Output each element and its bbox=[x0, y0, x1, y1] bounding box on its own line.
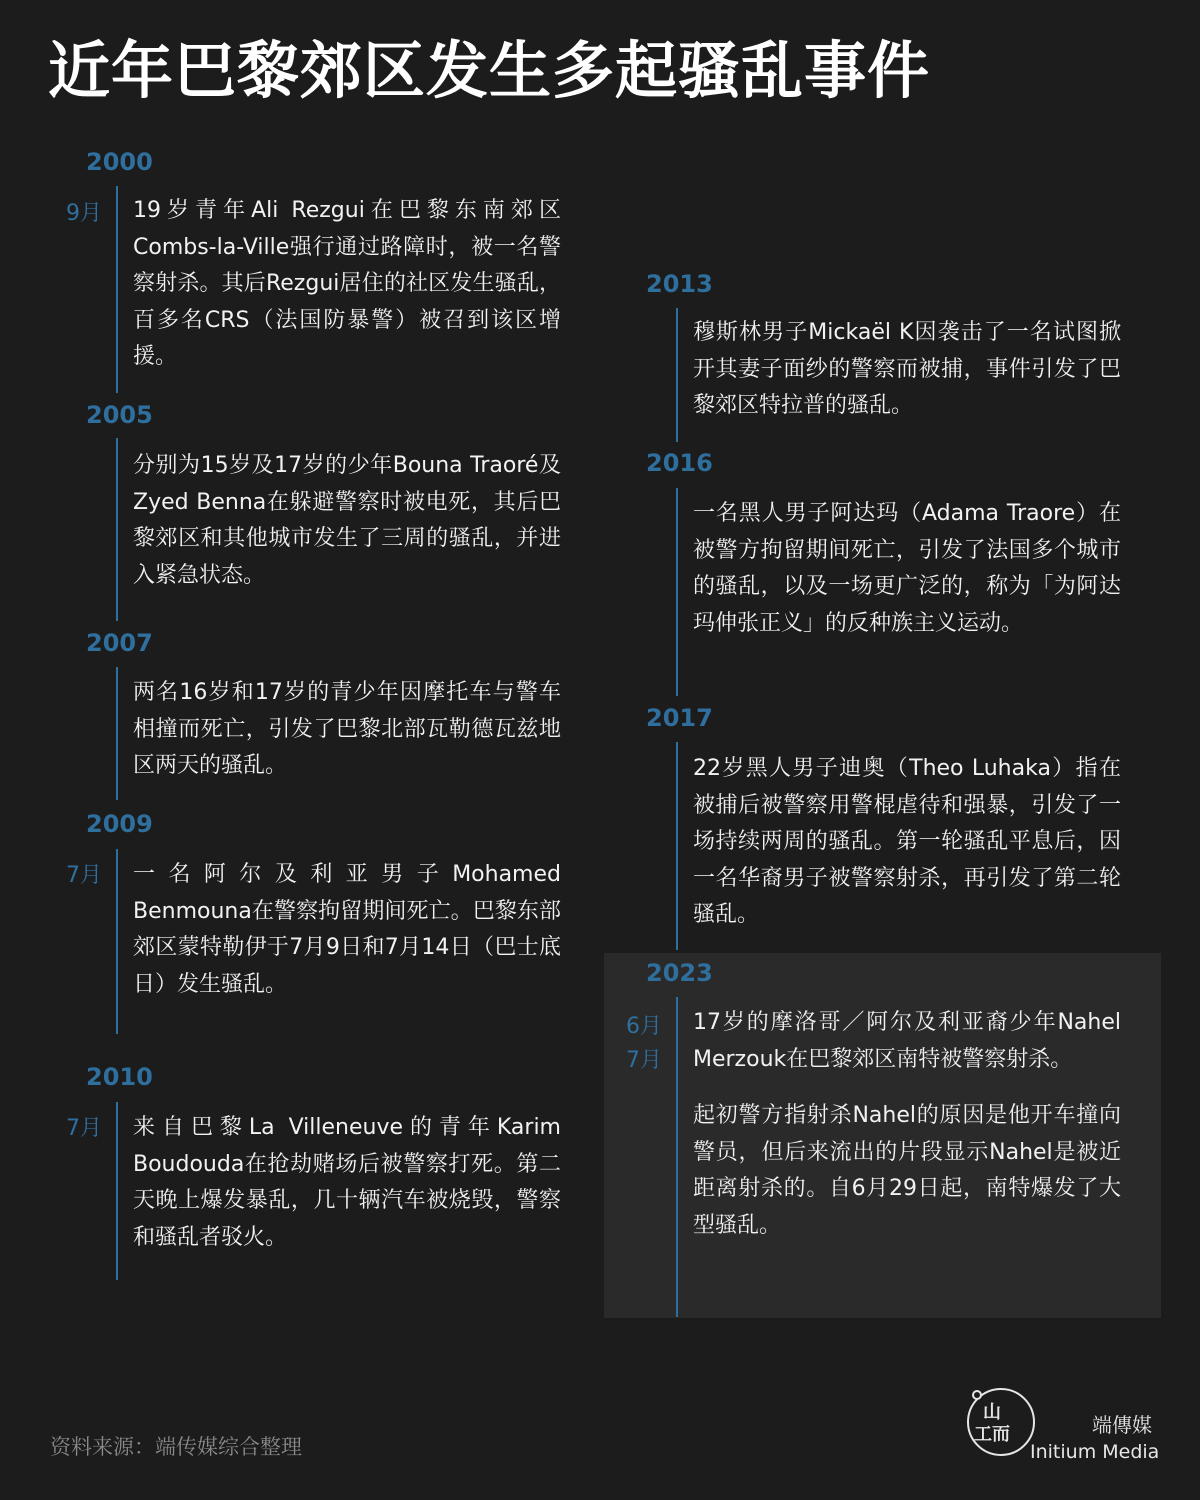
event-description bbox=[693, 751, 1121, 934]
timeline-line bbox=[676, 488, 678, 696]
timeline-line bbox=[116, 667, 118, 800]
event-description bbox=[133, 675, 561, 785]
year-label: 2010 bbox=[86, 1063, 153, 1091]
brand-logo-dot bbox=[972, 1390, 982, 1400]
month-label: 9月 bbox=[66, 201, 102, 226]
year-label: 2007 bbox=[86, 629, 153, 657]
event-description bbox=[133, 448, 561, 594]
year-label: 2009 bbox=[86, 810, 153, 838]
month-label: 6月 bbox=[626, 1014, 662, 1039]
timeline-line bbox=[116, 849, 118, 1034]
event-description bbox=[133, 1110, 561, 1256]
event-paragraph: 22岁黑人男子迪奥（Theo Luhaka）指在被捕后被警察用警棍虐待和强暴，引发了一场持续两周的骚乱。第一轮骚乱平息后，因一名华裔男子被警察射杀，再引发了第二轮骚乱。 bbox=[693, 756, 1121, 927]
event-paragraph: 分别为15岁及17岁的少年Bouna Traoré及Zyed Benna在躲避警察时被电死，其后巴黎郊区和其他城市发生了三周的骚乱，并进入紧急状态。 bbox=[133, 453, 561, 588]
timeline-line bbox=[116, 186, 118, 393]
month-label: 7月 bbox=[626, 1048, 662, 1073]
event-paragraph: 一名阿尔及利亚男子Mohamed Benmouna在警察拘留期间死亡。巴黎东部郊区蒙特勒伊于7月9日和7月14日（巴士底日）发生骚乱。 bbox=[133, 862, 561, 997]
event-paragraph: 19岁青年Ali Rezgui在巴黎东南郊区Combs-la-Ville强行通过路障时，被一名警察射杀。其后Rezgui居住的社区发生骚乱，百多名CRS（法国防暴警）被召到该区增援。 bbox=[133, 198, 561, 369]
year-label: 2013 bbox=[646, 270, 713, 298]
event-paragraph: 两名16岁和17岁的青少年因摩托车与警车相撞而死亡，引发了巴黎北部瓦勒德瓦兹地区两天的骚乱。 bbox=[133, 680, 561, 778]
year-label: 2005 bbox=[86, 401, 153, 429]
brand-name-en: Initium Media bbox=[1030, 1441, 1160, 1463]
event-paragraph: 17岁的摩洛哥／阿尔及利亚裔少年Nahel Merzouk在巴黎郊区南特被警察射杀。 bbox=[693, 1010, 1121, 1072]
brand-logo-glyph bbox=[972, 1402, 1012, 1446]
year-label: 2023 bbox=[646, 959, 713, 987]
timeline-line bbox=[676, 308, 678, 442]
year-label: 2016 bbox=[646, 449, 713, 477]
page-title: 近年巴黎郊区发生多起骚乱事件 bbox=[48, 34, 931, 107]
event-description bbox=[693, 496, 1121, 642]
event-description bbox=[133, 857, 561, 1003]
event-description bbox=[693, 315, 1121, 425]
event-paragraph: 一名黑人男子阿达玛（Adama Traore）在被警方拘留期间死亡，引发了法国多个城市的骚乱，以及一场更广泛的，称为「为阿达玛伸张正义」的反种族主义运动。 bbox=[693, 501, 1121, 636]
event-paragraph: 穆斯林男子Mickaël K因袭击了一名试图掀开其妻子面纱的警察而被捕，事件引发了巴黎郊区特拉普的骚乱。 bbox=[693, 320, 1121, 418]
timeline-line bbox=[676, 742, 678, 950]
source-note: 资料来源：端传媒综合整理 bbox=[50, 1435, 302, 1459]
brand-name-cn: 端傳媒 bbox=[1092, 1413, 1152, 1437]
year-label: 2000 bbox=[86, 148, 153, 176]
year-label: 2017 bbox=[646, 704, 713, 732]
event-description bbox=[133, 193, 561, 376]
timeline-line bbox=[116, 438, 118, 621]
event-paragraph: 起初警方指射杀Nahel的原因是他开车撞向警员，但后来流出的片段显示Nahel是被近距离射杀的。自6月29日起，南特爆发了大型骚乱。 bbox=[693, 1103, 1121, 1238]
event-description bbox=[693, 1005, 1121, 1244]
timeline-line bbox=[676, 997, 678, 1317]
month-label: 7月 bbox=[66, 1116, 102, 1141]
event-paragraph: 来自巴黎La Villeneuve的青年Karim Boudouda在抢劫赌场后被警察打死。第二天晚上爆发暴乱，几十辆汽车被烧毁，警察和骚乱者驳火。 bbox=[133, 1115, 561, 1250]
brand-logo-glyph-text: 山 工而 bbox=[974, 1402, 1010, 1445]
month-label: 7月 bbox=[66, 863, 102, 888]
timeline-line bbox=[116, 1102, 118, 1280]
